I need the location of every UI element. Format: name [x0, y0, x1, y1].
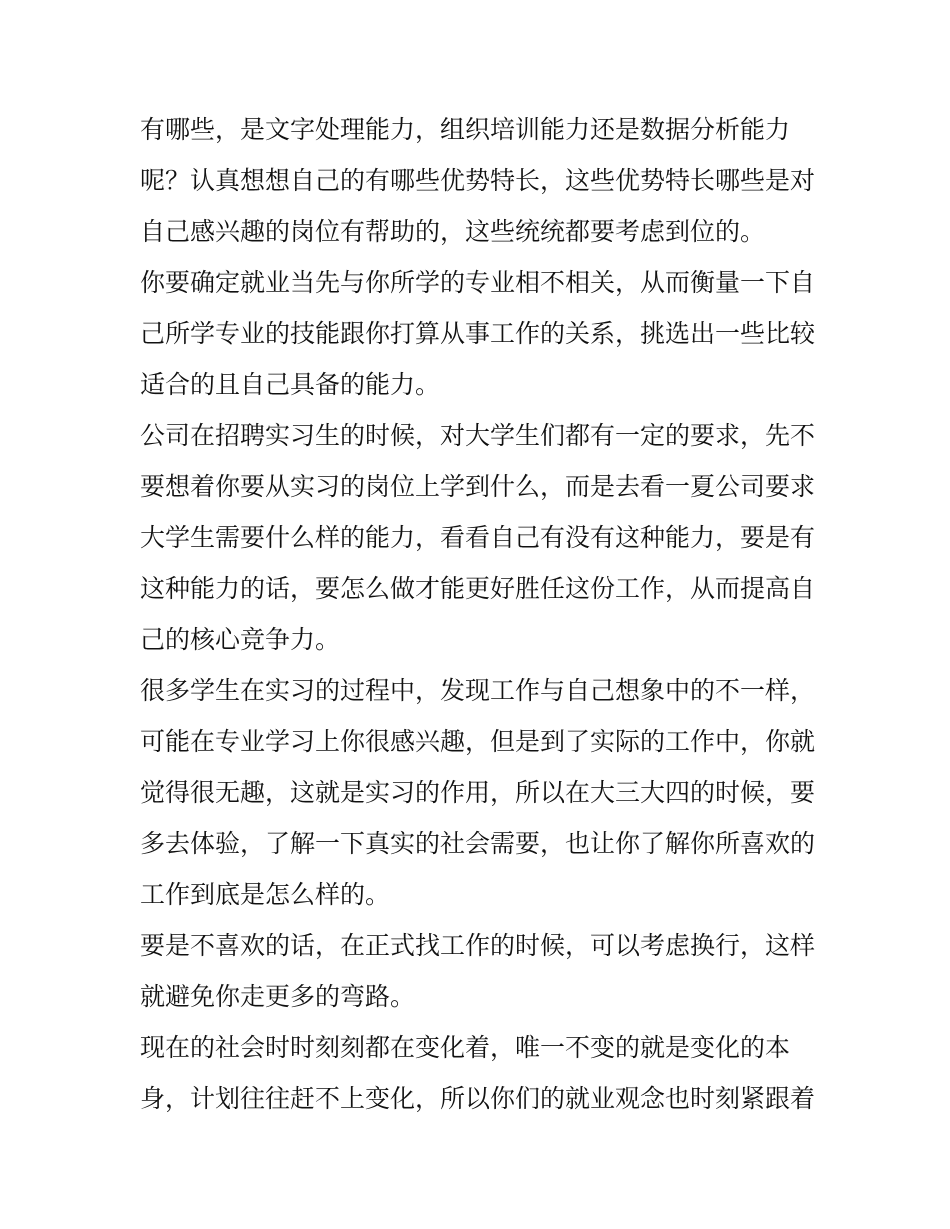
text-line: 你要确定就业当先与你所学的专业相不相关，从而衡量一下自 [140, 268, 816, 297]
text-line: 很多学生在实习的过程中，发现工作与自己想象中的不一样， [140, 676, 816, 705]
text-line: 要是不喜欢的话，在正式找工作的时候，可以考虑换行，这样 [140, 931, 816, 960]
text-line: 多去体验，了解一下真实的社会需要，也让你了解你所喜欢的 [140, 829, 816, 858]
text-line: 大学生需要什么样的能力，看看自己有没有这种能力，要是有 [140, 523, 816, 552]
text-line: 呢？认真想想自己的有哪些优势特长，这些优势特长哪些是对 [140, 166, 816, 195]
text-line: 己的核心竞争力。 [140, 625, 341, 654]
text-line: 己所学专业的技能跟你打算从事工作的关系，挑选出一些比较 [140, 319, 816, 348]
text-line: 要想着你要从实习的岗位上学到什么，而是去看一夏公司要求 [140, 472, 816, 501]
text-line: 适合的且自己具备的能力。 [140, 370, 441, 399]
text-line: 可能在专业学习上你很感兴趣，但是到了实际的工作中，你就 [140, 727, 816, 756]
text-line: 工作到底是怎么样的。 [140, 880, 391, 909]
text-line: 公司在招聘实习生的时候，对大学生们都有一定的要求，先不 [140, 421, 816, 450]
document-body [140, 104, 820, 1124]
text-line: 觉得很无趣，这就是实习的作用，所以在大三大四的时候，要 [140, 778, 816, 807]
text-line: 就避免你走更多的弯路。 [140, 982, 416, 1011]
text-line: 现在的社会时时刻刻都在变化着，唯一不变的就是变化的本 [140, 1033, 791, 1062]
text-line: 这种能力的话，要怎么做才能更好胜任这份工作，从而提高自 [140, 574, 816, 603]
text-line: 有哪些，是文字处理能力，组织培训能力还是数据分析能力 [140, 115, 791, 144]
text-line: 自己感兴趣的岗位有帮助的，这些统统都要考虑到位的。 [140, 217, 766, 246]
text-line: 身，计划往往赶不上变化，所以你们的就业观念也时刻紧跟着 [140, 1084, 816, 1113]
